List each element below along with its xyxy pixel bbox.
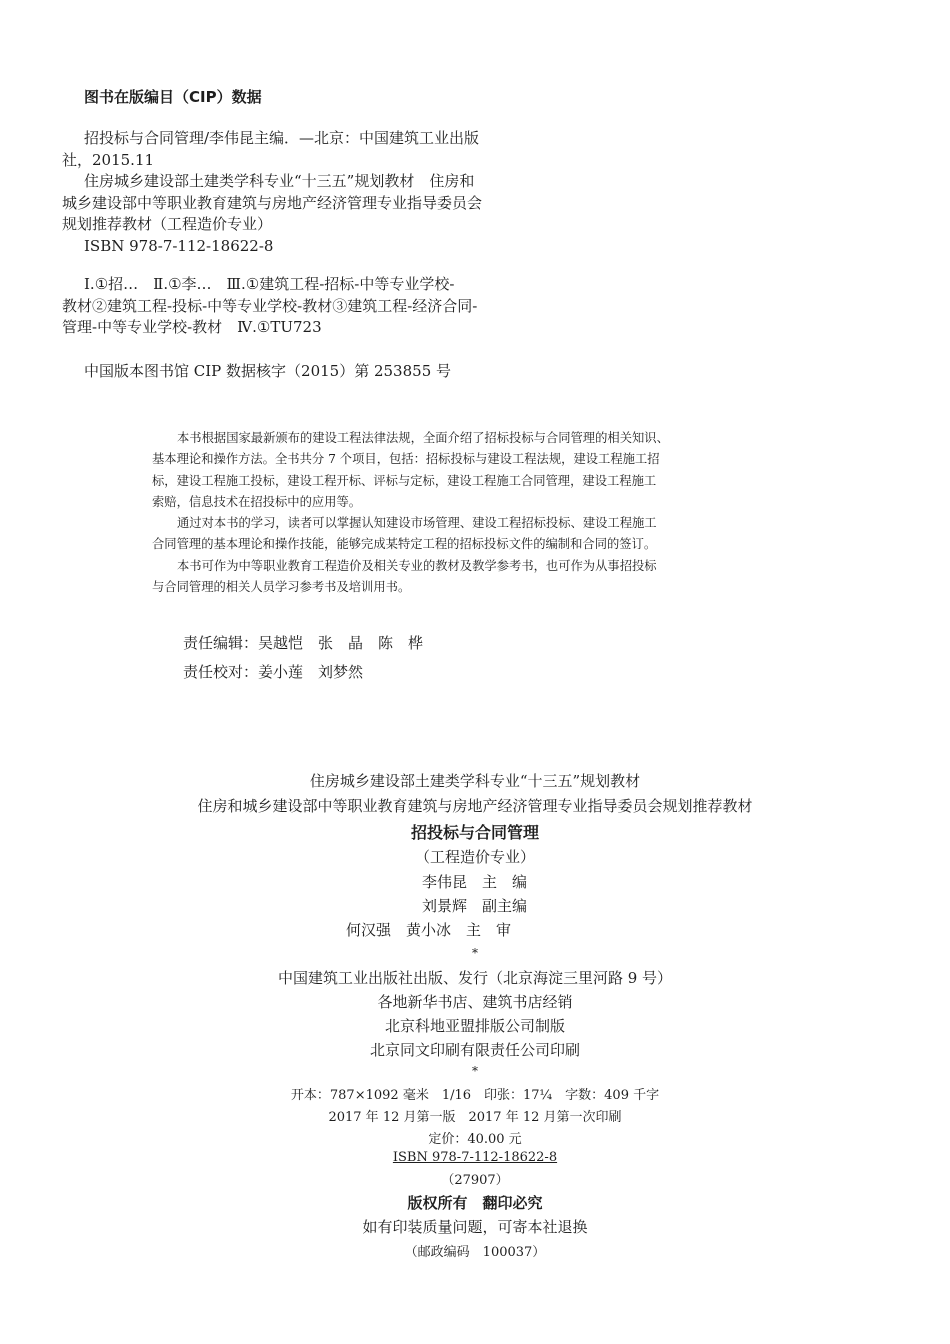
summary-line: 本书根据国家最新颁布的建设工程法律法规，全面介绍了招标投标与合同管理的相关知识、 bbox=[177, 431, 669, 445]
cip-record-line: 城乡建设部中等职业教育建筑与房地产经济管理专业指导委员会 bbox=[62, 193, 483, 212]
printing-line: 北京同文印刷有限责任公司印刷 bbox=[369, 1041, 580, 1059]
summary-line: 合同管理的基本理论和操作技能，能够完成某特定工程的招标投标文件的编制和合同的签订。 bbox=[152, 537, 657, 552]
cip-verification: 中国版本图书馆 CIP 数据核字（2015）第 253855 号 bbox=[84, 362, 452, 380]
copyright-line: 版权所有 翻印必究 bbox=[407, 1194, 543, 1212]
series-line-1: 住房城乡建设部土建类学科专业“十三五”规划教材 bbox=[309, 772, 641, 790]
cip-record-line: 招投标与合同管理/李伟昆主编．—北京：中国建筑工业出版 bbox=[84, 129, 480, 147]
cip-heading: 图书在版编目（CIP）数据 bbox=[84, 88, 262, 106]
book-code: （27907） bbox=[441, 1173, 509, 1188]
cip-classification-line: 管理-中等专业学校-教材 Ⅳ.①TU723 bbox=[62, 318, 322, 336]
book-title: 招投标与合同管理 bbox=[410, 823, 539, 842]
edition-line: 2017 年 12 月第一版 2017 年 12 月第一次印刷 bbox=[328, 1110, 622, 1125]
cip-record bbox=[62, 128, 562, 257]
book-summary bbox=[152, 428, 742, 598]
responsible-editor: 责任编辑：吴越恺 张 晶 陈 桦 bbox=[183, 634, 424, 652]
summary-line: 通过对本书的学习，读者可以掌握认知建设市场管理、建设工程招标投标、建设工程施工 bbox=[177, 516, 657, 531]
summary-line: 标，建设工程施工投标，建设工程开标、评标与定标，建设工程施工合同管理，建设工程施工 bbox=[152, 473, 657, 488]
deputy-editor: 刘景辉 副主编 bbox=[422, 897, 528, 915]
cip-classification-line: Ⅰ.①招… Ⅱ.①李… Ⅲ.①建筑工程-招标-中等专业学校- bbox=[84, 275, 455, 293]
summary-line: 索赔，信息技术在招投标中的应用等。 bbox=[152, 494, 362, 509]
cip-isbn: ISBN 978-7-112-18622-8 bbox=[84, 236, 274, 255]
cip-classification bbox=[62, 274, 562, 339]
format-line: 开本：787×1092 毫米 1/16 印张：17¼ 字数：409 千字 bbox=[290, 1088, 660, 1103]
series-line-2: 住房和城乡建设部中等职业教育建筑与房地产经济管理专业指导委员会规划推荐教材 bbox=[197, 797, 753, 815]
summary-line: 基本理论和操作方法。全书共分 7 个项目，包括：招标投标与建设工程法规，建设工程施工招 bbox=[152, 452, 660, 467]
price-line: 定价：40.00 元 bbox=[428, 1132, 522, 1147]
distribution-line: 各地新华书店、建筑书店经销 bbox=[377, 993, 573, 1011]
publisher-line: 中国建筑工业出版社出版、发行（北京海淀三里河路 9 号） bbox=[277, 969, 673, 987]
separator-star: * bbox=[472, 946, 478, 960]
summary-line: 本书可作为中等职业教育工程造价及相关专业的教材及教学参考书，也可作为从事招投标 bbox=[177, 558, 657, 573]
summary-line: 与合同管理的相关人员学习参考书及培训用书。 bbox=[152, 580, 411, 595]
chief-editor: 李伟昆 主 编 bbox=[422, 873, 528, 891]
cip-record-line: 社，2015.11 bbox=[62, 150, 155, 169]
return-notice: 如有印装质量问题，可寄本社退换 bbox=[362, 1218, 588, 1236]
cip-record-line: 住房城乡建设部土建类学科专业“十三五”规划教材 住房和 bbox=[84, 172, 475, 190]
proofreader: 责任校对：姜小莲 刘梦然 bbox=[183, 663, 364, 681]
separator-star: * bbox=[472, 1064, 478, 1078]
isbn-line: ISBN 978-7-112-18622-8 bbox=[392, 1150, 558, 1165]
typesetting-line: 北京科地亚盟排版公司制版 bbox=[384, 1017, 565, 1035]
postcode-line: （邮政编码 100037） bbox=[404, 1245, 546, 1260]
cip-classification-line: 教材②建筑工程-投标-中等专业学校-教材③建筑工程-经济合同- bbox=[62, 296, 478, 315]
reviewers: 何汉强 黄小冰 主 审 bbox=[346, 921, 512, 939]
cip-record-line: 规划推荐教材（工程造价专业） bbox=[62, 215, 273, 233]
book-subtitle: （工程造价专业） bbox=[414, 848, 535, 866]
